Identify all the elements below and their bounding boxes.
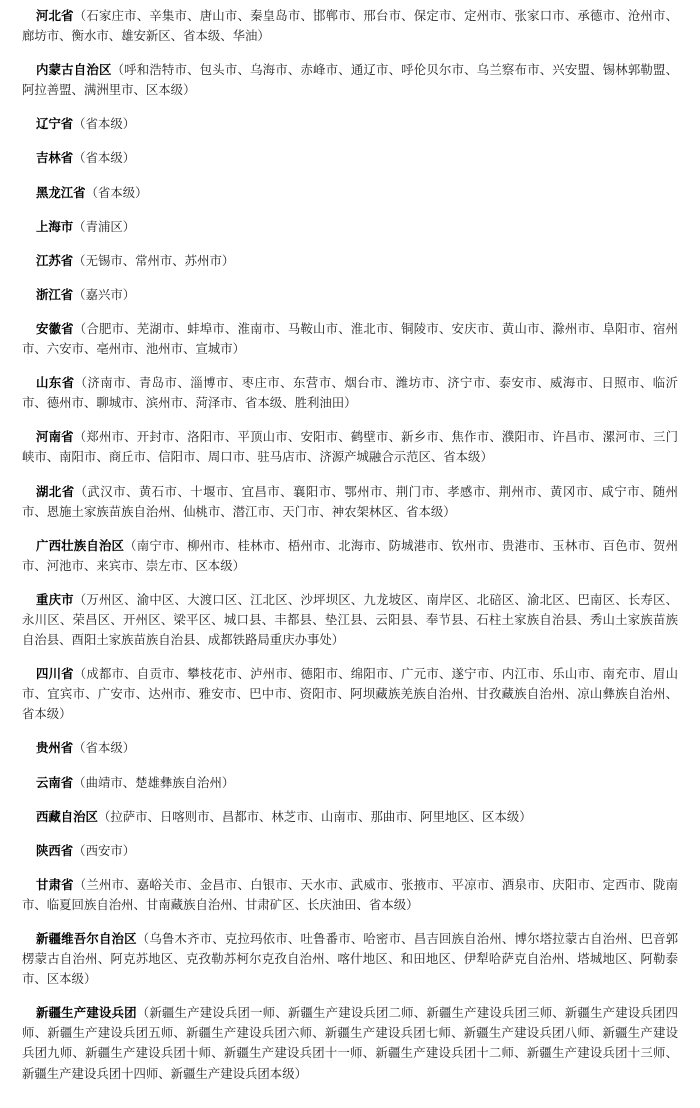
region-name: 内蒙古自治区 (36, 62, 112, 78)
list-item (22, 60, 678, 100)
paren-open: （ (73, 876, 87, 892)
paren-open: （ (111, 62, 125, 78)
paren-open: （ (136, 1005, 150, 1021)
city-list: 嘉兴市 (85, 286, 123, 302)
list-item (22, 841, 678, 861)
list-item (22, 6, 678, 46)
paren-close: ） (122, 286, 136, 302)
region-name: 浙江省 (36, 286, 74, 302)
list-item (22, 536, 678, 576)
paren-open: （ (73, 842, 86, 858)
paren-open: （ (73, 286, 86, 302)
list-item (22, 217, 678, 237)
region-name: 安徽省 (36, 320, 74, 336)
region-name: 吉林省 (36, 150, 74, 166)
region-name: 甘肃省 (36, 876, 74, 892)
paren-open: （ (73, 116, 86, 132)
list-item (22, 251, 678, 271)
paren-close: ） (344, 395, 357, 411)
paren-close: ） (122, 740, 136, 756)
city-list: 济南市、青岛市、淄博市、枣庄市、东营市、烟台市、潍坊市、济宁市、泰安市、威海市、日照市、临沂市、德州市、聊城市、滨州市、菏泽市、省本级、胜利油田 (22, 375, 679, 411)
list-item (22, 373, 678, 413)
city-list: 拉萨市、日喀则市、昌都市、林芝市、山南市、那曲市、阿里地区、区本级 (110, 808, 520, 824)
paren-open: （ (124, 537, 137, 553)
city-list: 省本级 (85, 740, 123, 756)
paren-close: ） (480, 449, 493, 465)
city-list: 呼和浩特市、包头市、乌海市、赤峰市、通辽市、呼伦贝尔市、乌兰察布市、兴安盟、锡林郭勒盟、阿拉善盟、满洲里市、区本级 (22, 62, 679, 98)
region-name: 新疆维吾尔自治区 (36, 931, 137, 946)
paren-close: ） (221, 774, 235, 790)
paren-open: （ (73, 666, 87, 682)
list-item (22, 807, 678, 827)
paren-close: ） (232, 341, 246, 357)
list-item (22, 738, 678, 758)
paren-close: ） (331, 632, 345, 648)
list-item (22, 875, 678, 915)
paren-close: ） (406, 896, 419, 912)
region-name: 西藏自治区 (36, 808, 98, 824)
paren-open: （ (73, 218, 86, 234)
city-list: 南宁市、柳州市、桂林市、梧州市、北海市、防城港市、钦州市、贵港市、玉林市、百色市、贺州市、河池市、来宾市、崇左市、区本级 (22, 537, 679, 573)
list-item (22, 929, 678, 989)
region-name: 黑龙江省 (36, 184, 86, 200)
region-name: 上海市 (36, 218, 74, 234)
region-name: 山东省 (36, 375, 75, 391)
paren-close: ） (183, 82, 196, 98)
region-name: 贵州省 (36, 740, 74, 756)
paren-open: （ (74, 375, 88, 391)
city-list: 省本级 (85, 116, 123, 132)
paren-close: ） (135, 184, 148, 200)
city-list: 武汉市、黄石市、十堰市、宜昌市、襄阳市、鄂州市、荆门市、孝感市、荆州市、黄冈市、咸宁市、随州市、恩施土家族苗族自治州、仙桃市、潜江市、天门市、神农架林区、省本级 (22, 483, 679, 519)
paren-open: （ (97, 808, 111, 824)
city-list: 万州区、渝中区、大渡口区、江北区、沙坪坝区、九龙坡区、南岸区、北碚区、渝北区、巴南区、长寿区、永川区、荣昌区、开州区、梁平区、城口县、丰都县、垫江县、云阳县、奉节县、石柱土家族自治县、秀山土家族苗族自治县、酉阳土家族苗族自治县、成都铁路局重庆办事处 (22, 591, 679, 648)
paren-close: ） (221, 252, 235, 268)
city-list: 无锡市、常州市、苏州市 (85, 252, 222, 268)
list-item (22, 773, 678, 793)
list-item (22, 319, 678, 359)
list-item (22, 148, 678, 168)
city-list: 省本级 (85, 150, 123, 166)
region-name: 辽宁省 (36, 116, 74, 132)
paren-close: ） (59, 706, 72, 722)
region-name: 湖北省 (36, 483, 75, 499)
city-list: 曲靖市、楚雄彝族自治州 (85, 774, 222, 790)
paren-open: （ (73, 150, 86, 166)
region-name: 河南省 (36, 429, 74, 445)
city-list: 合肥市、芜湖市、蚌埠市、淮南市、马鞍山市、淮北市、铜陵市、安庆市、黄山市、滁州市、阜阳市、宿州市、六安市、亳州市、池州市、宣城市 (22, 320, 679, 357)
paren-open: （ (136, 931, 150, 946)
paren-close: ） (122, 218, 136, 234)
paren-close: ） (83, 971, 97, 987)
region-name: 重庆市 (36, 591, 74, 607)
paren-close: ） (257, 28, 270, 44)
paren-open: （ (73, 429, 87, 445)
list-item (22, 427, 678, 467)
list-item (22, 590, 678, 650)
region-name: 广西壮族自治区 (36, 537, 125, 553)
paren-close: ） (519, 808, 532, 824)
list-item (22, 114, 678, 134)
paren-close: ） (443, 503, 456, 519)
paren-open: （ (73, 8, 87, 23)
paren-open: （ (74, 483, 88, 499)
city-list: 兰州市、嘉峪关市、金昌市、白银市、天水市、武威市、张掖市、平凉市、酒泉市、庆阳市、定西市、陇南市、临夏回族自治州、甘南藏族自治州、甘肃矿区、长庆油田、省本级 (22, 876, 679, 912)
region-name: 云南省 (36, 774, 74, 790)
city-list: 成都市、自贡市、攀枝花市、泸州市、德阳市、绵阳市、广元市、遂宁市、内江市、乐山市、南充市、眉山市、宜宾市、广安市、达州市、雅安市、巴中市、资阳市、阿坝藏族羌族自治州、甘孜藏族自治州、凉山彝族自治州、省本级 (22, 666, 679, 722)
paren-close: ） (294, 1065, 307, 1081)
region-name: 河北省 (36, 8, 74, 23)
city-list: 青浦区 (85, 218, 123, 234)
city-list: 石家庄市、辛集市、唐山市、秦皇岛市、邯郸市、邢台市、保定市、定州市、张家口市、承德市、沧州市、廊坊市、衡水市、雄安新区、省本级、华油 (22, 8, 679, 44)
list-item (22, 285, 678, 305)
city-list: 省本级 (97, 184, 136, 200)
paren-close: ） (122, 116, 136, 132)
paren-open: （ (73, 740, 86, 756)
list-item (22, 664, 678, 724)
list-item (22, 1003, 678, 1083)
paren-close: ） (122, 150, 136, 166)
paren-close: ） (122, 842, 136, 858)
city-list: 西安市 (85, 842, 123, 858)
paren-open: （ (73, 591, 87, 607)
paren-open: （ (73, 774, 86, 790)
city-list: 郑州市、开封市、洛阳市、平顶山市、安阳市、鹤壁市、新乡市、焦作市、濮阳市、许昌市、漯河市、三门峡市、南阳市、商丘市、信阳市、周口市、驻马店市、济源产城融合示范区、省本级 (22, 429, 679, 465)
paren-close: ） (232, 557, 246, 573)
region-name: 江苏省 (36, 252, 74, 268)
region-name: 新疆生产建设兵团 (36, 1005, 137, 1021)
region-name: 四川省 (36, 666, 74, 682)
city-list: 乌鲁木齐市、克拉玛依市、吐鲁番市、哈密市、昌吉回族自治州、博尔塔拉蒙古自治州、巴音郭楞蒙古自治州、阿克苏地区、克孜勒苏柯尔克孜自治州、喀什地区、和田地区、伊犁哈萨克自治州、塔城地区、阿勒泰市、区本级 (22, 931, 679, 987)
city-list: 新疆生产建设兵团一师、新疆生产建设兵团二师、新疆生产建设兵团三师、新疆生产建设兵团四师、新疆生产建设兵团五师、新疆生产建设兵团六师、新疆生产建设兵团七师、新疆生产建设兵团八师、新疆生产建设兵团九师、新疆生产建设兵团十师、新疆生产建设兵团十一师、新疆生产建设兵团十二师、新疆生产建设兵团十三师、新疆生产建设兵团十四师、新疆生产建设兵团本级 (22, 1005, 679, 1081)
paren-open: （ (73, 320, 87, 336)
paren-open: （ (73, 252, 86, 268)
list-item (22, 482, 678, 522)
region-name: 陕西省 (36, 842, 74, 858)
paren-open: （ (85, 184, 98, 200)
list-item (22, 183, 678, 203)
